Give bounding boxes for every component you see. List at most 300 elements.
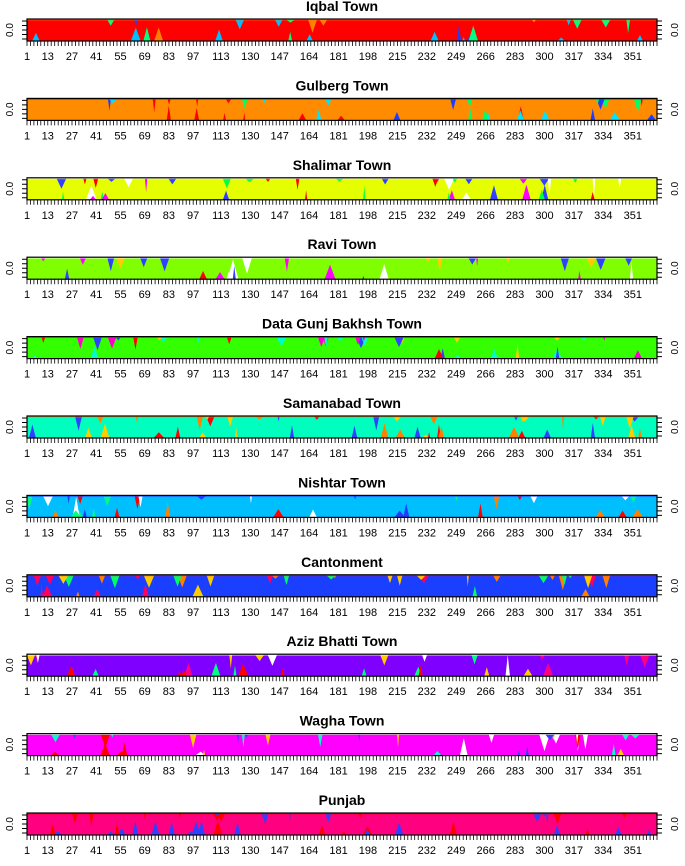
x-tick-label: 55 [114,51,127,63]
x-tick-label: 198 [358,527,378,540]
y-tick-label-left: 0.0 [5,658,16,673]
x-tick-label: 232 [417,368,436,381]
x-tick-label: 283 [505,289,525,302]
x-tick-label: 351 [623,845,642,857]
x-tick-label: 130 [241,51,260,63]
x-tick-label: 69 [138,606,151,619]
x-tick-label: 41 [90,765,103,778]
x-tick-label: 97 [187,130,200,143]
x-tick-label: 113 [212,448,230,460]
x-tick-label: 130 [241,289,260,302]
x-tick-label: 215 [388,527,407,540]
x-tick-label: 215 [388,130,407,143]
x-tick-label: 249 [447,606,466,619]
x-tick-label: 41 [90,368,103,381]
x-tick-label: 97 [187,686,200,699]
x-tick-label: 13 [41,209,54,222]
x-tick-label: 351 [623,289,642,302]
x-tick-label: 83 [162,289,176,302]
x-tick-label: 215 [388,686,407,699]
x-tick-label: 317 [564,527,584,540]
x-tick-label: 181 [329,368,348,381]
x-tick-label: 266 [476,289,495,302]
x-tick-label: 130 [241,209,260,222]
x-tick-label: 300 [535,51,554,63]
x-tick-label: 300 [535,686,554,699]
x-tick-label: 249 [447,845,466,857]
panel-title: Gulberg Town [295,77,389,94]
x-tick-label: 97 [187,368,200,381]
x-tick-label: 69 [138,209,151,222]
x-tick-label: 334 [594,448,613,460]
x-tick-label: 113 [212,686,230,699]
x-tick-label: 283 [505,368,525,381]
panel-3 [5,236,681,301]
y-tick-label-left: 0.0 [5,420,16,434]
x-tick-label: 351 [623,51,642,63]
x-tick-label: 13 [41,527,54,540]
x-tick-label: 232 [417,209,436,222]
x-tick-label: 83 [162,448,176,460]
x-tick-label: 97 [187,448,200,460]
x-tick-label: 55 [114,845,127,857]
x-tick-label: 300 [535,765,554,778]
x-tick-label: 266 [476,130,495,143]
x-tick-label: 27 [65,845,79,857]
panel-title: Aziz Bhatti Town [286,633,398,650]
x-tick-label: 249 [447,368,466,381]
x-tick-label: 41 [90,686,103,699]
x-tick-label: 249 [447,448,466,460]
x-tick-label: 300 [535,845,554,857]
x-tick-label: 69 [138,845,151,857]
x-tick-label: 215 [388,606,407,619]
x-tick-label: 83 [162,209,176,222]
x-tick-label: 130 [241,765,260,778]
x-tick-label: 27 [65,51,79,63]
x-tick-label: 97 [187,527,200,540]
x-tick-label: 198 [358,686,378,699]
y-tick-label-right: 0.0 [670,340,681,355]
x-tick-label: 97 [187,606,200,619]
x-tick-label: 198 [358,130,378,143]
x-tick-label: 1 [23,130,31,143]
x-tick-label: 147 [270,527,289,540]
panel-1 [5,77,681,142]
x-tick-label: 198 [358,51,378,63]
x-tick-label: 41 [90,845,103,857]
x-tick-label: 164 [299,130,319,143]
x-tick-label: 1 [23,289,31,302]
x-tick-label: 41 [90,527,103,540]
x-tick-label: 55 [114,686,127,699]
panel-title: Ravi Town [307,236,377,253]
x-ticks [27,756,657,761]
x-tick-label: 13 [41,448,54,460]
x-tick-label: 113 [212,765,230,778]
x-ticks [27,279,657,284]
x-tick-label: 249 [447,209,466,222]
x-tick-label: 215 [388,209,407,222]
x-tick-label: 181 [329,130,348,143]
x-tick-label: 130 [241,845,260,857]
x-tick-label: 266 [476,686,495,699]
x-tick-label: 215 [388,845,407,857]
x-tick-label: 249 [447,289,466,302]
y-tick-label-right: 0.0 [670,261,681,276]
panel-title: Wagha Town [299,712,385,729]
x-tick-label: 334 [594,765,613,778]
x-tick-label: 13 [41,606,54,619]
x-tick-label: 300 [535,289,554,302]
x-tick-label: 351 [623,209,642,222]
x-ticks [27,438,657,443]
x-tick-label: 249 [447,51,466,63]
x-tick-label: 164 [299,289,319,302]
x-tick-label: 27 [65,209,79,222]
y-tick-label-right: 0.0 [670,737,681,752]
x-tick-label: 283 [505,845,525,857]
x-tick-label: 130 [241,448,260,460]
x-tick-label: 215 [388,51,407,63]
x-tick-label: 232 [417,289,436,302]
x-tick-label: 317 [564,606,584,619]
x-tick-label: 181 [329,686,348,699]
x-tick-label: 69 [138,289,151,302]
x-tick-label: 130 [241,686,260,699]
x-tick-label: 164 [299,606,319,619]
y-tick-label-right: 0.0 [670,817,681,831]
panel-9 [5,713,681,778]
x-tick-label: 55 [114,289,127,302]
x-tick-label: 69 [138,448,151,460]
panel-10 [5,792,681,857]
x-tick-label: 164 [299,448,319,460]
x-tick-label: 147 [270,606,289,619]
x-tick-label: 41 [90,209,103,222]
x-tick-label: 181 [329,289,348,302]
x-tick-label: 351 [623,686,642,699]
x-tick-label: 1 [23,845,31,857]
x-tick-label: 27 [65,527,79,540]
x-tick-label: 97 [187,209,200,222]
x-tick-label: 1 [23,686,31,699]
x-tick-label: 69 [138,527,151,540]
y-tick-label-left: 0.0 [5,23,16,37]
x-tick-label: 27 [65,606,79,619]
x-tick-label: 27 [65,368,79,381]
x-tick-label: 13 [41,686,54,699]
x-tick-label: 147 [270,51,289,63]
x-tick-label: 83 [162,130,176,143]
x-tick-label: 181 [329,765,348,778]
x-tick-label: 249 [447,527,466,540]
y-tick-label-right: 0.0 [670,420,681,434]
panel-4 [5,316,681,381]
x-tick-label: 55 [114,448,127,460]
x-tick-label: 334 [594,606,613,619]
x-tick-label: 83 [162,606,176,619]
x-tick-label: 164 [299,845,319,857]
x-tick-label: 317 [564,845,584,857]
x-ticks [27,41,657,46]
x-tick-label: 283 [505,527,525,540]
x-tick-label: 83 [162,368,176,381]
x-tick-label: 317 [564,209,584,222]
membership-area [27,178,657,200]
membership-area [27,19,657,41]
x-tick-label: 113 [212,289,230,302]
x-tick-label: 249 [447,686,466,699]
x-tick-label: 164 [299,209,319,222]
x-tick-label: 198 [358,289,378,302]
x-tick-label: 55 [114,209,127,222]
x-tick-label: 113 [212,845,230,857]
x-tick-label: 55 [114,765,127,778]
x-tick-label: 351 [623,130,642,143]
x-tick-label: 283 [505,765,525,778]
x-tick-label: 69 [138,765,151,778]
x-tick-label: 97 [187,289,200,302]
membership-area [27,337,657,359]
x-tick-label: 130 [241,130,260,143]
x-tick-label: 113 [212,130,230,143]
y-tick-label-right: 0.0 [670,181,681,196]
x-tick-label: 1 [23,368,31,381]
x-tick-label: 181 [329,448,348,460]
x-tick-label: 97 [187,765,200,778]
y-tick-label-left: 0.0 [5,817,16,831]
x-tick-label: 232 [417,686,436,699]
y-tick-label-left: 0.0 [5,499,16,514]
x-tick-label: 351 [623,368,642,381]
x-tick-label: 317 [564,368,584,381]
x-tick-label: 13 [41,130,54,143]
membership-area [27,654,657,676]
x-tick-label: 55 [114,527,127,540]
y-tick-label-right: 0.0 [670,499,681,514]
x-tick-label: 55 [114,606,127,619]
x-tick-label: 181 [329,845,348,857]
x-tick-label: 69 [138,130,151,143]
x-tick-label: 147 [270,368,289,381]
x-tick-label: 69 [138,51,151,63]
y-tick-label-left: 0.0 [5,261,16,276]
x-tick-label: 334 [594,130,613,143]
x-tick-label: 147 [270,686,289,699]
x-tick-label: 334 [594,289,613,302]
x-tick-label: 249 [447,765,466,778]
x-tick-label: 351 [623,527,642,540]
x-tick-label: 113 [212,51,230,63]
x-tick-label: 130 [241,368,260,381]
y-tick-label-left: 0.0 [5,181,16,196]
x-tick-label: 13 [41,289,54,302]
x-tick-label: 283 [505,130,525,143]
x-tick-label: 266 [476,606,495,619]
x-tick-label: 27 [65,686,79,699]
panel-6 [5,474,681,539]
x-tick-label: 97 [187,845,200,857]
panel-2 [5,157,681,222]
x-tick-label: 55 [114,368,127,381]
x-tick-label: 41 [90,51,103,63]
x-tick-label: 266 [476,845,495,857]
x-tick-label: 27 [65,130,79,143]
membership-area [27,495,657,517]
x-tick-label: 147 [270,765,289,778]
x-tick-label: 130 [241,606,260,619]
x-tick-label: 198 [358,448,378,460]
x-tick-label: 232 [417,527,436,540]
panel-8 [5,633,681,698]
x-tick-label: 266 [476,527,495,540]
x-tick-label: 13 [41,51,54,63]
y-tick-label-left: 0.0 [5,578,16,593]
x-tick-label: 147 [270,845,289,857]
x-tick-label: 283 [505,686,525,699]
x-tick-label: 351 [623,765,642,778]
panel-7 [5,554,681,619]
x-tick-label: 13 [41,765,54,778]
x-tick-label: 198 [358,765,378,778]
x-tick-label: 27 [65,448,79,460]
x-tick-label: 198 [358,368,378,381]
x-tick-label: 215 [388,368,407,381]
x-tick-label: 215 [388,289,407,302]
x-tick-label: 232 [417,51,436,63]
x-tick-label: 283 [505,606,525,619]
x-tick-label: 147 [270,209,289,222]
x-tick-label: 164 [299,686,319,699]
x-tick-label: 130 [241,527,260,540]
x-ticks [27,517,657,522]
x-ticks [27,120,657,125]
x-tick-label: 69 [138,368,151,381]
x-tick-label: 1 [23,209,31,222]
x-tick-label: 283 [505,51,525,63]
x-tick-label: 232 [417,845,436,857]
x-ticks [27,676,657,681]
x-tick-label: 300 [535,130,554,143]
x-tick-label: 147 [270,130,289,143]
y-tick-label-right: 0.0 [670,658,681,673]
x-tick-label: 41 [90,289,103,302]
x-tick-label: 113 [212,606,230,619]
x-tick-label: 83 [162,765,176,778]
x-tick-label: 164 [299,765,319,778]
x-tick-label: 351 [623,606,642,619]
x-ticks [27,359,657,364]
x-tick-label: 83 [162,51,176,63]
x-tick-label: 232 [417,130,436,143]
x-tick-label: 27 [65,765,79,778]
x-tick-label: 283 [505,448,525,460]
x-tick-label: 266 [476,448,495,460]
x-tick-label: 300 [535,368,554,381]
x-tick-label: 232 [417,448,436,460]
x-tick-label: 198 [358,209,378,222]
x-tick-label: 334 [594,51,613,63]
x-tick-label: 1 [23,765,31,778]
y-tick-label-right: 0.0 [670,578,681,593]
x-tick-label: 181 [329,527,348,540]
x-tick-label: 1 [23,448,31,460]
x-tick-label: 181 [329,51,348,63]
panel-title: Samanabad Town [283,395,401,411]
x-ticks [27,200,657,205]
panel-title: Shalimar Town [292,156,392,173]
x-tick-label: 351 [623,448,642,460]
x-tick-label: 249 [447,130,466,143]
x-tick-label: 198 [358,606,378,619]
x-tick-label: 198 [358,845,378,857]
x-tick-label: 317 [564,289,584,302]
x-tick-label: 27 [65,289,79,302]
panel-5 [5,395,681,460]
x-tick-label: 97 [187,51,200,63]
x-tick-label: 1 [23,51,31,63]
panel-title: Iqbal Town [305,0,379,14]
x-tick-label: 283 [505,209,525,222]
x-tick-label: 83 [162,527,176,540]
x-tick-label: 232 [417,606,436,619]
x-tick-label: 83 [162,686,176,699]
x-tick-label: 334 [594,527,613,540]
x-tick-label: 164 [299,368,319,381]
x-tick-label: 334 [594,209,613,222]
x-tick-label: 69 [138,686,151,699]
panel-0 [5,0,681,63]
x-tick-label: 300 [535,527,554,540]
x-tick-label: 13 [41,368,54,381]
x-tick-label: 232 [417,765,436,778]
x-tick-label: 266 [476,209,495,222]
x-tick-label: 113 [212,527,230,540]
x-tick-label: 334 [594,845,613,857]
x-tick-label: 181 [329,209,348,222]
x-tick-label: 266 [476,51,495,63]
x-tick-label: 181 [329,606,348,619]
y-tick-label-left: 0.0 [5,737,16,752]
x-tick-label: 317 [564,765,584,778]
x-tick-label: 164 [299,527,319,540]
x-tick-label: 41 [90,448,103,460]
x-tick-label: 147 [270,289,289,302]
x-tick-label: 266 [476,368,495,381]
panel-title: Nishtar Town [298,474,386,491]
x-ticks [27,835,657,840]
x-tick-label: 215 [388,448,407,460]
x-tick-label: 83 [162,845,176,857]
y-tick-label-left: 0.0 [5,340,16,355]
x-tick-label: 147 [270,448,289,460]
x-tick-label: 317 [564,448,584,460]
x-tick-label: 317 [564,130,584,143]
y-tick-label-right: 0.0 [670,23,681,37]
x-tick-label: 164 [299,51,319,63]
x-tick-label: 113 [212,209,230,222]
x-tick-label: 13 [41,845,54,857]
x-tick-label: 1 [23,606,31,619]
x-tick-label: 300 [535,448,554,460]
x-tick-label: 300 [535,606,554,619]
x-tick-label: 41 [90,130,103,143]
x-tick-label: 41 [90,606,103,619]
y-tick-label-right: 0.0 [670,102,681,117]
x-tick-label: 317 [564,51,584,63]
x-ticks [27,597,657,602]
